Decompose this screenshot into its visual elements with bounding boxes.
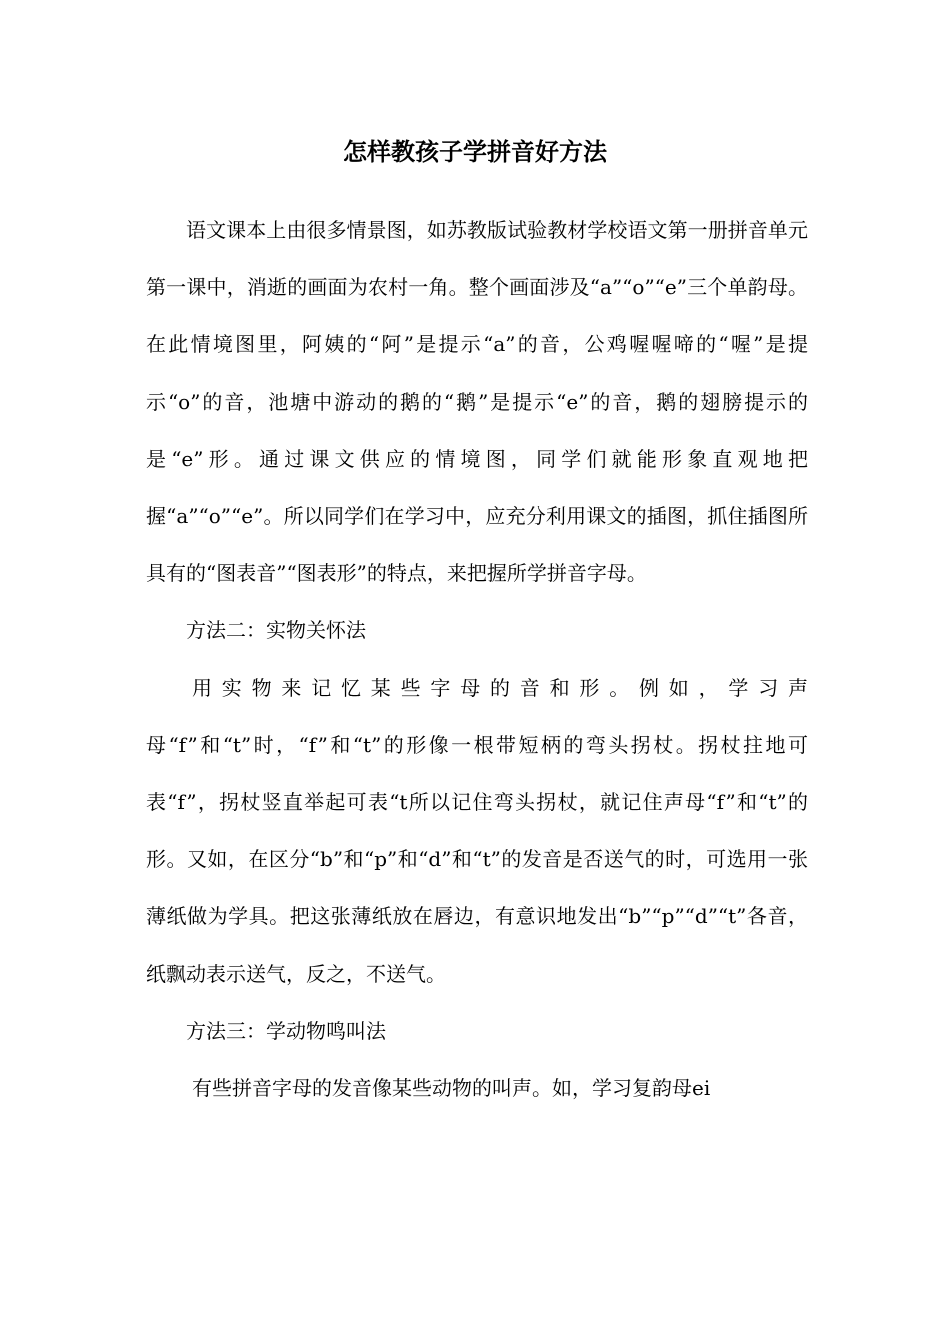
- document-title: 怎样教孩子学拼音好方法: [343, 137, 607, 166]
- paragraph-method-three: 有些拼音字母的发音像某些动物的叫声。如，学习复韵母ei: [192, 1076, 711, 1101]
- paragraph-method-two: 用实物来记忆某些字母的音和形。例如，学习声母“f”和“t”时，“f”和“t”的形像一根带短柄的弯头拐杖。拐杖拄地可表“f”，拐杖竖直举起可表“t所以记住弯头拐杖，就记住声母“f”和“t”的形。又如，在区分“b”和“p”和“d”和“t”的发音是否送气的时，可选用一张薄纸做为学具。把这张薄纸放在唇边，有意识地发出“b”“p”“d”“t”各音，纸飘动表示送气，反之，不送气。: [146, 675, 808, 986]
- paragraph-intro: 语文课本上由很多情景图，如苏教版试验教材学校语文第一册拼音单元第一课中，消逝的画面为农村一角。整个画面涉及“a”“o”“e”三个单韵母。在此情境图里，阿姨的“阿”是提示“a”的音，公鸡喔喔啼的“喔”是提示“o”的音，池塘中游动的鹅的“鹅”是提示“e”的音，鹅的翅膀提示的是“e”形。通过课文供应的情境图，同学们就能形象直观地把握“a”“o”“e”。所以同学们在学习中，应充分利用课文的插图，抓住插图所具有的“图表音”“图表形”的特点，来把握所学拼音字母。: [146, 218, 808, 586]
- document-body: [146, 202, 808, 1117]
- section-heading-method-three: 方法三：学动物鸣叫法: [186, 1018, 386, 1043]
- section-heading-method-two: 方法二：实物关怀法: [186, 618, 366, 643]
